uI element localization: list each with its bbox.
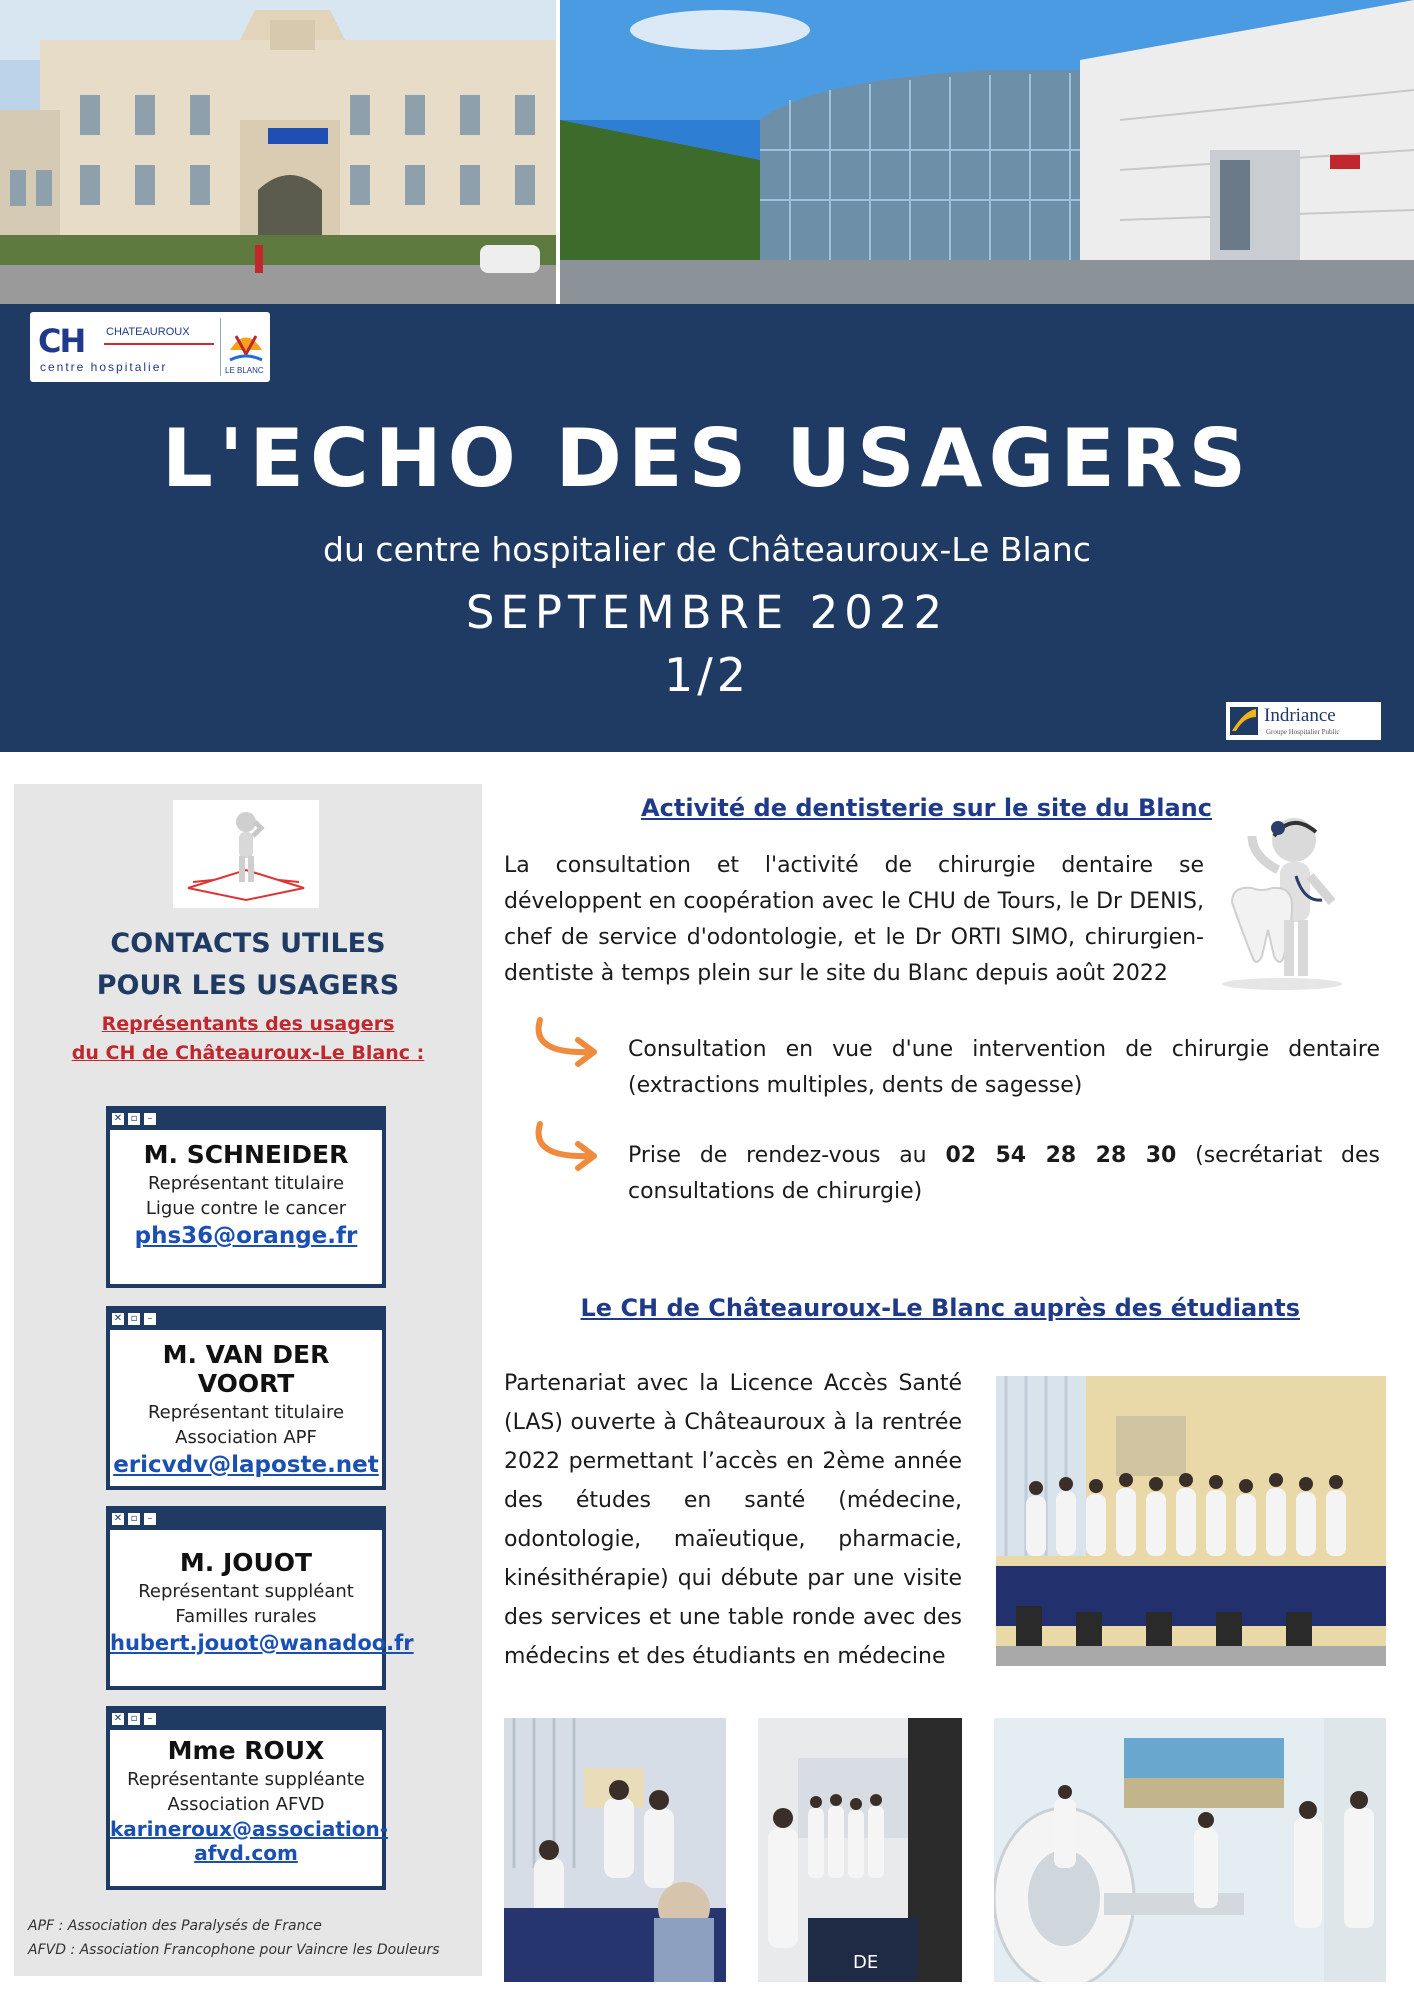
photo-students-group bbox=[996, 1376, 1386, 1666]
window-close-icon: ✕ bbox=[113, 1713, 123, 1724]
logo-city: CHATEAUROUX bbox=[106, 326, 190, 338]
svg-text:DE: DE bbox=[853, 1952, 879, 1973]
contact-name: M. JOUOT bbox=[179, 1548, 313, 1577]
photo-modern-hospital bbox=[560, 0, 1414, 304]
contact-email-link[interactable]: phs36@orange.fr bbox=[134, 1223, 358, 1249]
window-minimize-icon: – bbox=[144, 1313, 156, 1325]
contact-role: Représentant titulaire bbox=[147, 1173, 345, 1194]
window-restore-icon: ▫ bbox=[128, 1113, 140, 1125]
logo-subtitle: centre hospitalier bbox=[40, 360, 168, 374]
students-section-title: Le CH de Châteauroux-Le Blanc auprès des étudiants bbox=[580, 1294, 1300, 1322]
contact-email-link[interactable]: karineroux@association- bbox=[110, 1817, 389, 1841]
thinker-figure-icon bbox=[173, 800, 319, 908]
contact-email-link[interactable]: ericvdv@laposte.net bbox=[113, 1452, 379, 1478]
contact-role: Représentant suppléant bbox=[138, 1581, 354, 1602]
window-restore-icon: ▫ bbox=[128, 1513, 140, 1525]
contact-card bbox=[106, 1106, 386, 1288]
curved-arrow-icon bbox=[530, 1014, 610, 1074]
window-minimize-icon: – bbox=[144, 1513, 156, 1525]
window-minimize-icon: – bbox=[144, 1713, 156, 1725]
curved-arrow-icon bbox=[530, 1118, 610, 1178]
contact-name: M. VAN DER VOORT bbox=[162, 1340, 330, 1398]
dentist-figure-icon bbox=[1212, 806, 1352, 992]
contact-organization: Association AFVD bbox=[167, 1794, 325, 1815]
contact-role: Représentant titulaire bbox=[147, 1402, 345, 1423]
newsletter-title: L'ECHO DES USAGERS bbox=[161, 412, 1253, 505]
hospital-logo bbox=[30, 312, 270, 382]
issue-date: SEPTEMBRE 2022 bbox=[465, 586, 949, 639]
dentistry-bullet-appointment bbox=[628, 1138, 1380, 1210]
photo-old-hospital bbox=[0, 0, 556, 304]
contact-email-link-continued[interactable]: afvd.com bbox=[194, 1841, 298, 1865]
window-minimize-icon: – bbox=[144, 1113, 156, 1125]
card-titlebar bbox=[110, 1510, 382, 1530]
logo-ch: CH bbox=[38, 322, 85, 360]
contact-organization: Association APF bbox=[175, 1427, 317, 1448]
logo-site: LE BLANC bbox=[225, 366, 264, 375]
logo-separator bbox=[220, 318, 221, 376]
window-restore-icon: ▫ bbox=[128, 1313, 140, 1325]
contact-role: Représentante suppléante bbox=[127, 1769, 365, 1790]
footnote-apf: APF : Association des Paralysés de France bbox=[28, 1918, 322, 1934]
indriance-mark-icon bbox=[1230, 707, 1258, 735]
window-close-icon: ✕ bbox=[113, 1113, 123, 1124]
newsletter-subtitle: du centre hospitalier de Châteauroux-Le Blanc bbox=[323, 530, 1091, 569]
contact-name: Mme ROUX bbox=[167, 1736, 325, 1765]
contact-email-link[interactable]: hubert.jouot@wanadoo.fr bbox=[110, 1631, 414, 1655]
window-close-icon: ✕ bbox=[113, 1513, 123, 1524]
photo-visit-corridor bbox=[758, 1718, 962, 1982]
dentistry-bullet-consultation: Consultation en vue d'une intervention de chirurgie dentaire (extractions multiples, dents de sagesse) bbox=[628, 1037, 1380, 1098]
photo-round-table bbox=[504, 1718, 726, 1982]
window-restore-icon: ▫ bbox=[128, 1713, 140, 1725]
indriance-tagline: Groupe Hospitalier Public bbox=[1266, 728, 1340, 736]
representatives-heading-line2: du CH de Châteauroux-Le Blanc : bbox=[71, 1042, 425, 1064]
contact-organization: Familles rurales bbox=[175, 1606, 317, 1627]
page-number: 1/2 bbox=[663, 648, 751, 702]
card-titlebar bbox=[110, 1310, 382, 1330]
contact-card bbox=[106, 1306, 386, 1490]
representatives-heading-line1: Représentants des usagers bbox=[101, 1013, 395, 1035]
card-titlebar bbox=[110, 1110, 382, 1130]
contacts-heading-line2: POUR LES USAGERS bbox=[96, 970, 400, 1001]
contacts-heading-line1: CONTACTS UTILES bbox=[110, 928, 386, 959]
contact-name: M. SCHNEIDER bbox=[143, 1140, 349, 1169]
indriance-name: Indriance bbox=[1264, 705, 1336, 726]
students-text: Partenariat avec la Licence Accès Santé (LAS) ouverte à Châteauroux à la rentrée 2022 permettant l’accès en 2ème année des études en santé (médecine, odontologie, maïeutique, pharmacie, kinésithérapie) qui débute par une visite des services et une table ronde avec des médecins et des étudiants en médecine bbox=[504, 1371, 962, 1669]
indriance-logo bbox=[1226, 702, 1381, 740]
appointment-phone[interactable]: 02 54 28 28 30 bbox=[945, 1143, 1177, 1168]
logo-divider bbox=[104, 343, 214, 345]
photo-imaging-room bbox=[994, 1718, 1386, 1982]
footnote-afvd: AFVD : Association Francophone pour Vaincre les Douleurs bbox=[28, 1942, 440, 1958]
contact-organization: Ligue contre le cancer bbox=[145, 1198, 347, 1219]
appointment-note: (secrétariat des consultations de chirurgie) bbox=[628, 1143, 1381, 1204]
contact-card bbox=[106, 1706, 389, 1890]
appointment-text: Prise de rendez-vous au bbox=[628, 1143, 927, 1168]
dentistry-intro: La consultation et l'activité de chirurgie dentaire se développent en coopération avec le CHU de Tours, le Dr DENIS, chef de service d'odontologie, et le Dr ORTI SIMO, chirurgien-dentiste à temps plein sur le site du Blanc depuis août 2022 bbox=[504, 853, 1204, 986]
contact-card bbox=[106, 1506, 414, 1690]
dentistry-section-title: Activité de dentisterie sur le site du Blanc bbox=[641, 794, 1212, 822]
window-close-icon: ✕ bbox=[113, 1313, 123, 1324]
card-titlebar bbox=[110, 1710, 382, 1730]
